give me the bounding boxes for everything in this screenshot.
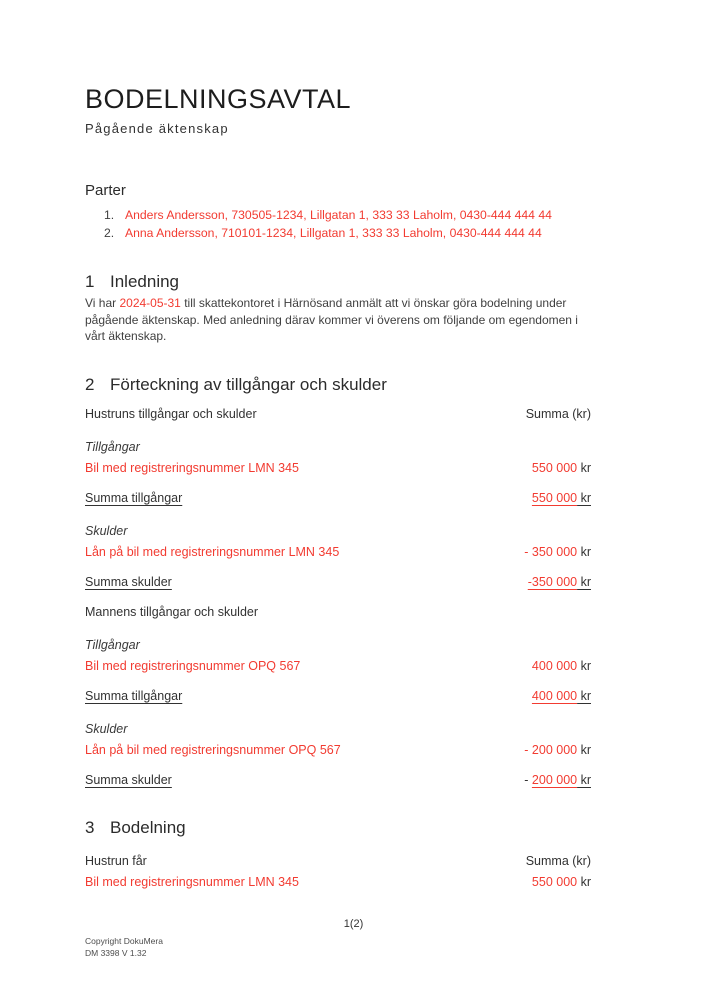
- amount-unit: kr: [577, 544, 591, 559]
- asset-description: Lån på bil med registreringsnummer OPQ 567: [85, 742, 341, 757]
- section-number: 1: [85, 272, 95, 291]
- page-number: 1(2): [343, 918, 364, 930]
- sum-amount: [532, 490, 591, 507]
- table-header-left: Mannens tillgångar och skulder: [85, 604, 259, 619]
- amount-value: -350 000: [527, 574, 578, 589]
- table-header-left: Hustruns tillgångar och skulder: [85, 406, 257, 421]
- table-header-right: Summa (kr): [525, 406, 591, 421]
- sum-row: [85, 688, 591, 705]
- section-number: 2: [85, 374, 95, 394]
- amount-unit: kr: [577, 574, 591, 589]
- intro-line: pågående äktenskap. Med anledning därav kommer vi överens om följande om egendomen i: [85, 312, 578, 327]
- amount-value: 400 000: [531, 658, 578, 673]
- asset-row: [85, 658, 591, 675]
- category-label: Tillgångar: [85, 439, 140, 454]
- sum-row: [85, 574, 591, 591]
- asset-amount: [532, 658, 591, 675]
- amount-value: 550 000: [531, 460, 578, 475]
- sum-label: Summa tillgångar: [85, 490, 183, 505]
- category-label-row: [85, 637, 591, 654]
- sum-amount: [524, 772, 591, 789]
- intro-paragraph: [85, 295, 645, 345]
- category-label: Skulder: [85, 523, 128, 538]
- asset-row: [85, 874, 591, 891]
- amount-value: 400 000: [531, 688, 578, 703]
- intro-date: 2024-05-31: [119, 296, 181, 310]
- asset-description: Bil med registreringsnummer LMN 345: [85, 874, 299, 889]
- asset-row: [85, 544, 591, 561]
- party-item: [85, 207, 645, 225]
- asset-description: Bil med registreringsnummer LMN 345: [85, 460, 299, 475]
- amount-unit: kr: [577, 490, 591, 505]
- amount-unit: kr: [577, 742, 591, 757]
- section-number: 3: [85, 817, 95, 837]
- party-item: [85, 225, 645, 243]
- asset-amount: [532, 874, 591, 891]
- amount-unit: kr: [577, 688, 591, 703]
- party-number: 1.: [104, 208, 115, 222]
- copyright-line: DM 3398 V 1.32: [85, 947, 147, 958]
- table-header-left: Hustrun får: [85, 853, 147, 868]
- document-subtitle: Pågående äktenskap: [85, 121, 229, 136]
- amount-value: 200 000: [531, 772, 578, 787]
- asset-amount: [524, 544, 591, 561]
- asset-amount: [524, 742, 591, 759]
- amount-unit: kr: [577, 658, 591, 673]
- section-heading-forteckning: [85, 374, 645, 395]
- document-content: [85, 0, 645, 891]
- amount-value: - 350 000: [524, 544, 578, 559]
- party-details: Anna Andersson, 710101-1234, Lillgatan 1, 333 33 Laholm, 0430-444 444 44: [125, 225, 542, 240]
- amount-value: 550 000: [531, 874, 578, 889]
- sum-row: [85, 490, 591, 507]
- party-number: 2.: [104, 225, 115, 240]
- section-title: Inledning: [110, 272, 180, 291]
- sum-row: [85, 772, 591, 789]
- sum-label: Summa skulder: [85, 574, 172, 589]
- sum-amount: [532, 688, 591, 705]
- copyright-notice: [85, 936, 163, 959]
- intro-line: [85, 295, 645, 312]
- asset-amount: [532, 460, 591, 477]
- amount-value: - 200 000: [524, 742, 578, 757]
- section-heading-inledning: [85, 271, 645, 292]
- amount-unit: kr: [577, 772, 591, 787]
- category-label: Tillgångar: [85, 637, 140, 652]
- parter-heading: Parter: [85, 182, 126, 199]
- intro-text: till skattekontoret i Härnösand anmält att vi önskar göra bodelning under: [180, 296, 567, 310]
- sum-label: Summa tillgångar: [85, 688, 183, 703]
- asset-row: [85, 460, 591, 477]
- category-label-row: [85, 439, 591, 456]
- party-details: Anders Andersson, 730505-1234, Lillgatan 1, 333 33 Laholm, 0430-444 444 44: [125, 208, 552, 222]
- section-title: Förteckning av tillgångar och skulder: [110, 374, 387, 394]
- amount-value: 550 000: [531, 490, 578, 505]
- section-title: Bodelning: [110, 817, 186, 837]
- table-header-row: [85, 406, 591, 423]
- amount-unit: kr: [577, 460, 591, 475]
- table-header-row: [85, 604, 591, 621]
- sum-amount: [528, 574, 591, 591]
- intro-text: Vi har: [85, 296, 120, 310]
- amount-sign: -: [524, 772, 532, 787]
- asset-description: Bil med registreringsnummer OPQ 567: [85, 658, 301, 673]
- category-label-row: [85, 721, 591, 738]
- asset-description: Lån på bil med registreringsnummer LMN 345: [85, 544, 340, 559]
- asset-row: [85, 742, 591, 759]
- table-header-right: Summa (kr): [525, 853, 591, 868]
- category-label: Skulder: [85, 721, 128, 736]
- table-header-row: [85, 853, 591, 870]
- sum-label: Summa skulder: [85, 772, 172, 787]
- copyright-line: Copyright DokuMera: [85, 936, 163, 946]
- document-title: BODELNINGSAVTAL: [85, 84, 352, 114]
- section-heading-bodelning: [85, 817, 645, 838]
- category-label-row: [85, 523, 591, 540]
- amount-unit: kr: [577, 874, 591, 889]
- intro-line: vårt äktenskap.: [85, 329, 167, 343]
- party-list: [85, 207, 645, 242]
